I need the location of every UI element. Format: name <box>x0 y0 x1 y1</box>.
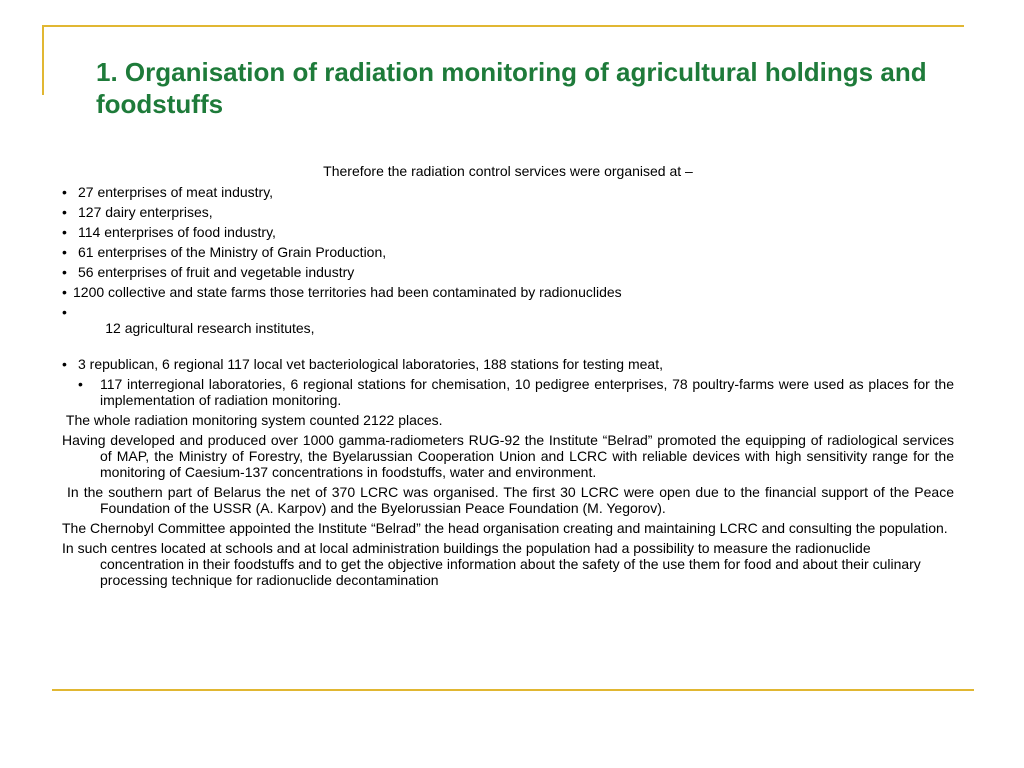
list-item-text: 27 enterprises of meat industry, <box>78 184 274 200</box>
list-item <box>62 204 954 220</box>
bullet-icon: • <box>62 224 67 240</box>
paragraph-lcrc-network: In the southern part of Belarus the net of 370 LCRC was organised. The first 30 LCRC were open due to the financial support of the Peace Foundation of the USSR (A. Karpov) and the Byelorussian Peace Foundation (M. Yegorov). <box>62 484 958 516</box>
list-item-text: 56 enterprises of fruit and vegetable industry <box>78 264 355 280</box>
intro-text: Therefore the radiation control services were organised at – <box>323 163 693 179</box>
list-item <box>62 376 954 408</box>
bullet-icon: • <box>62 184 67 200</box>
bullet-list <box>62 184 954 408</box>
paragraph-belrad-radiometers: Having developed and produced over 1000 gamma-radiometers RUG-92 the Institute “Belrad” promoted the equipping of radiological services of MAP, the Ministry of Forestry, the Byelarussian Cooperation Union and LCRC with reliable devices with high sensitivity range for the monitoring of Caesium-137 concentrations in foodstuffs, water and environment. <box>62 432 954 480</box>
list-item <box>62 224 954 240</box>
paragraph-centres: In such centres located at schools and at local administration buildings the population had a possibility to measure the radionuclide concentration in their foodstuffs and to get the objective information about the safety of the use them for food and about their culinary processing technique for radionuclide decontamination <box>62 540 921 588</box>
bullet-icon: • <box>62 204 67 220</box>
paragraph-chernobyl-committee: The Chernobyl Committee appointed the Institute “Belrad” the head organisation creating and maintaining LCRC and consulting the population. <box>62 520 948 536</box>
bullet-icon: • <box>62 304 67 320</box>
list-item-text: 127 dairy enterprises, <box>78 204 213 220</box>
frame-top-line <box>42 25 964 27</box>
list-item <box>62 184 954 200</box>
list-item-text: 12 agricultural research institutes, <box>101 320 315 336</box>
bullet-icon: • <box>62 244 67 260</box>
list-item <box>62 244 954 260</box>
bullet-icon: • <box>62 264 67 280</box>
list-item-text: 114 enterprises of food industry, <box>78 224 276 240</box>
list-item-text: 61 enterprises of the Ministry of Grain Production, <box>78 244 387 260</box>
frame-left-line <box>42 25 44 95</box>
list-item <box>62 284 954 300</box>
list-item <box>62 356 954 372</box>
list-item <box>62 264 954 280</box>
list-item-text: 3 republican, 6 regional 117 local vet bacteriological laboratories, 188 stations for testing meat, <box>78 356 663 372</box>
paragraph-system-total: The whole radiation monitoring system counted 2122 places. <box>62 412 443 428</box>
list-item <box>62 304 954 352</box>
slide-title: 1. Organisation of radiation monitoring of agricultural holdings and foodstuffs <box>96 57 927 119</box>
list-item-text: 117 interregional laboratories, 6 regional stations for chemisation, 10 pedigree enterprises, 78 poultry-farms were used as places for the implementation of radiation monitoring. <box>100 376 954 408</box>
frame-bottom-line <box>52 689 974 691</box>
bullet-icon: • <box>62 356 67 372</box>
bullet-icon: • <box>62 284 67 300</box>
slide-body <box>62 163 958 592</box>
list-item-text: 1200 collective and state farms those territories had been contaminated by radionuclides <box>73 284 622 300</box>
bullet-icon: • <box>78 376 83 392</box>
